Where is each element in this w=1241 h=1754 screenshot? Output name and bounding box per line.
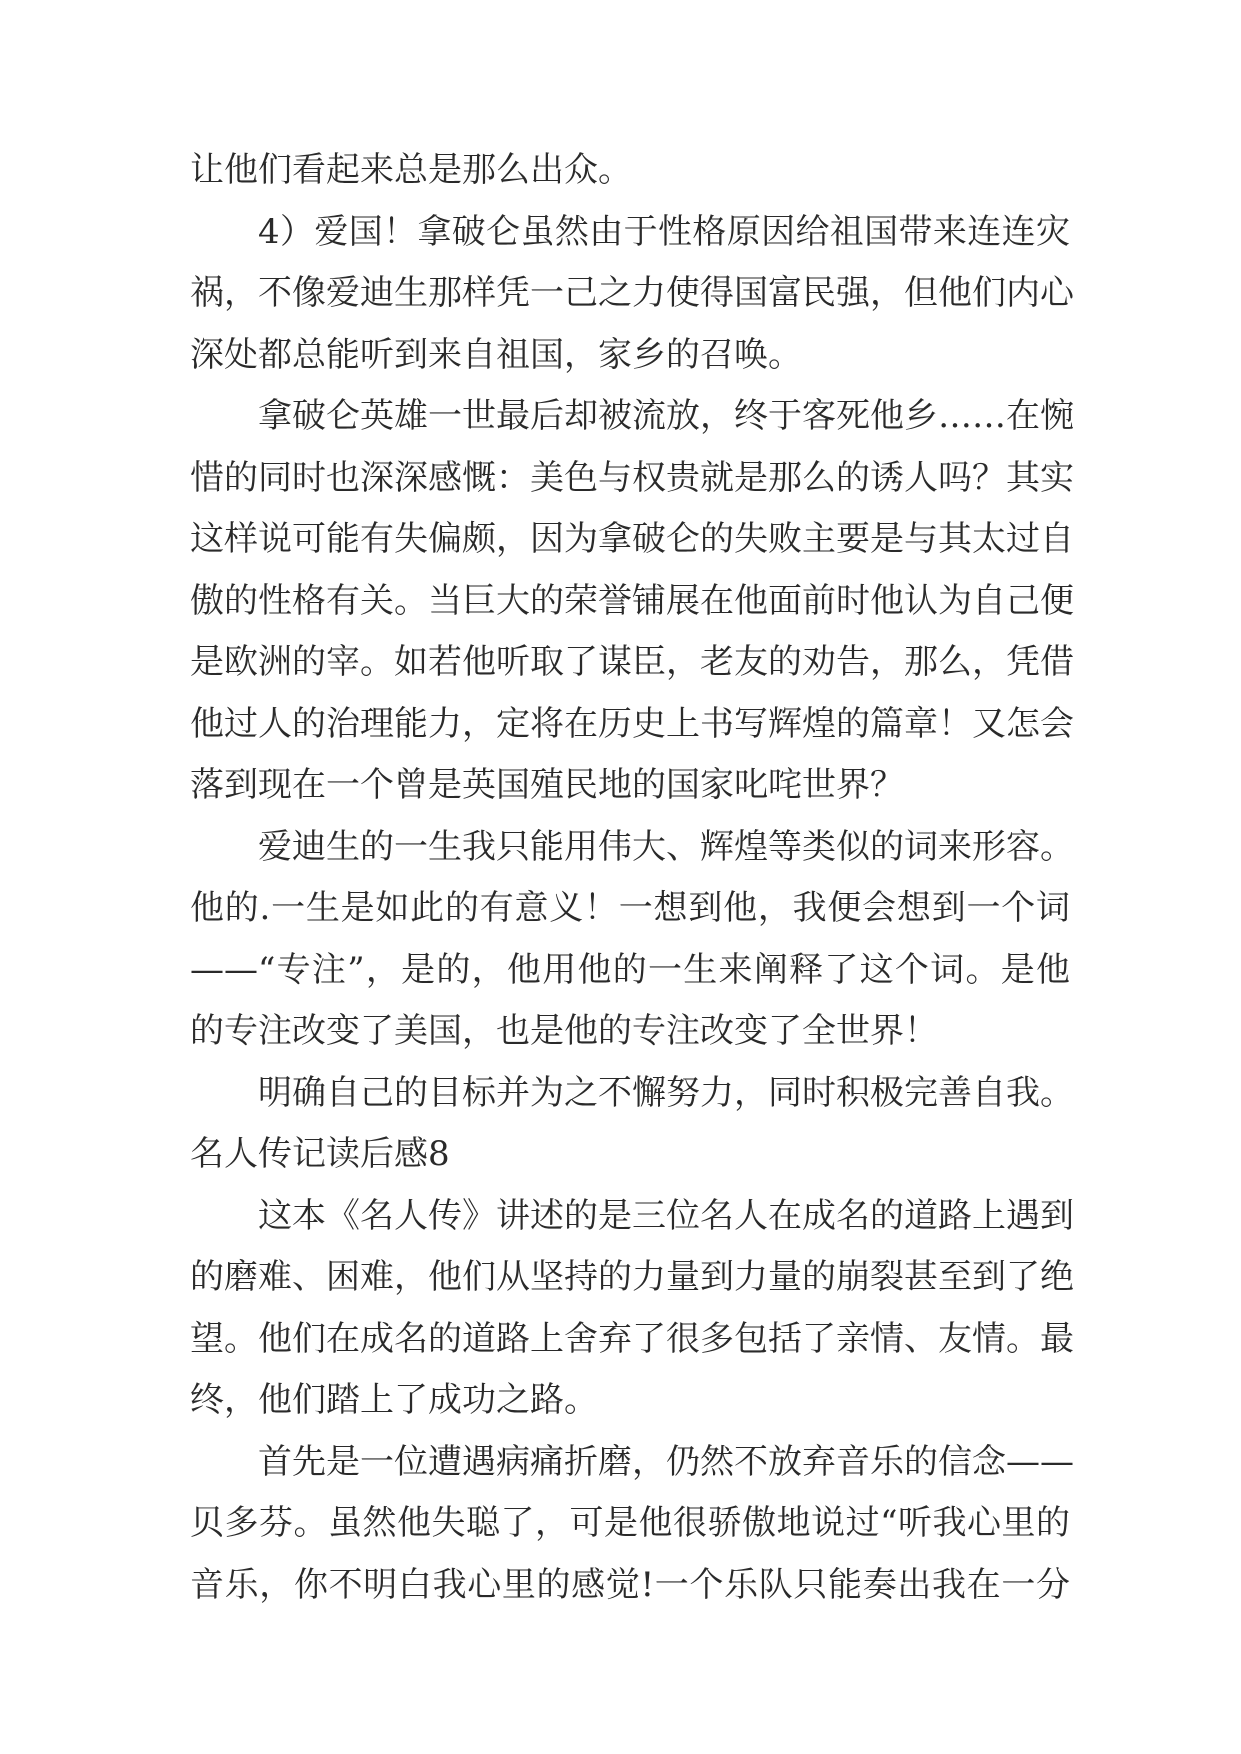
text-line: ——“专注”，是的，他用他的一生来阐释了这个词。是他	[190, 949, 1070, 990]
text-line: 明确自己的目标并为之不懈努力，同时积极完善自我。	[258, 1072, 1074, 1113]
text-line: 是欧洲的宰。如若他听取了谋臣，老友的劝告，那么，凭借	[190, 642, 1074, 682]
text-line: 祸，不像爱迪生那样凭一己之力使得国富民强，但他们内心	[190, 273, 1074, 313]
text-line: 傲的性格有关。当巨大的荣誉铺展在他面前时他认为自己便	[190, 580, 1074, 621]
text-line: 4）爱国！拿破仑虽然由于性格原因给祖国带来连连灾	[258, 211, 1070, 252]
text-line: 望。他们在成名的道路上舍弃了很多包括了亲情、友情。最	[190, 1318, 1074, 1359]
text-line: 深处都总能听到来自祖国，家乡的召唤。	[190, 334, 802, 375]
text-line: 拿破仑英雄一世最后却被流放，终于客死他乡……在惋	[258, 396, 1074, 436]
text-line: 音乐，你不明白我心里的感觉!一个乐队只能奏出我在一分	[190, 1564, 1070, 1605]
text-line: 爱迪生的一生我只能用伟大、辉煌等类似的词来形容。	[258, 826, 1074, 867]
text-line: 首先是一位遭遇病痛折磨，仍然不放弃音乐的信念——	[258, 1441, 1074, 1482]
text-line: 终，他们踏上了成功之路。	[190, 1380, 598, 1420]
text-line: 落到现在一个曾是英国殖民地的国家叱咤世界？	[190, 765, 904, 805]
section-heading: 名人传记读后感8	[190, 1134, 450, 1174]
text-line: 他过人的治理能力，定将在历史上书写辉煌的篇章！又怎会	[190, 703, 1074, 744]
text-line: 让他们看起来总是那么出众。	[190, 150, 632, 190]
text-line: 这样说可能有失偏颇，因为拿破仑的失败主要是与其太过自	[190, 519, 1074, 559]
text-line: 惜的同时也深深感慨：美色与权贵就是那么的诱人吗？其实	[190, 457, 1074, 498]
text-line: 这本《名人传》讲述的是三位名人在成名的道路上遇到	[258, 1195, 1074, 1236]
text-line: 他的.一生是如此的有意义！一想到他，我便会想到一个词	[190, 888, 1070, 928]
document-body	[190, 140, 1074, 1616]
text-line: 的磨难、困难，他们从坚持的力量到力量的崩裂甚至到了绝	[190, 1257, 1074, 1297]
text-line: 的专注改变了美国，也是他的专注改变了全世界！	[190, 1011, 938, 1051]
text-line: 贝多芬。虽然他失聪了，可是他很骄傲地说过“听我心里的	[190, 1503, 1070, 1543]
